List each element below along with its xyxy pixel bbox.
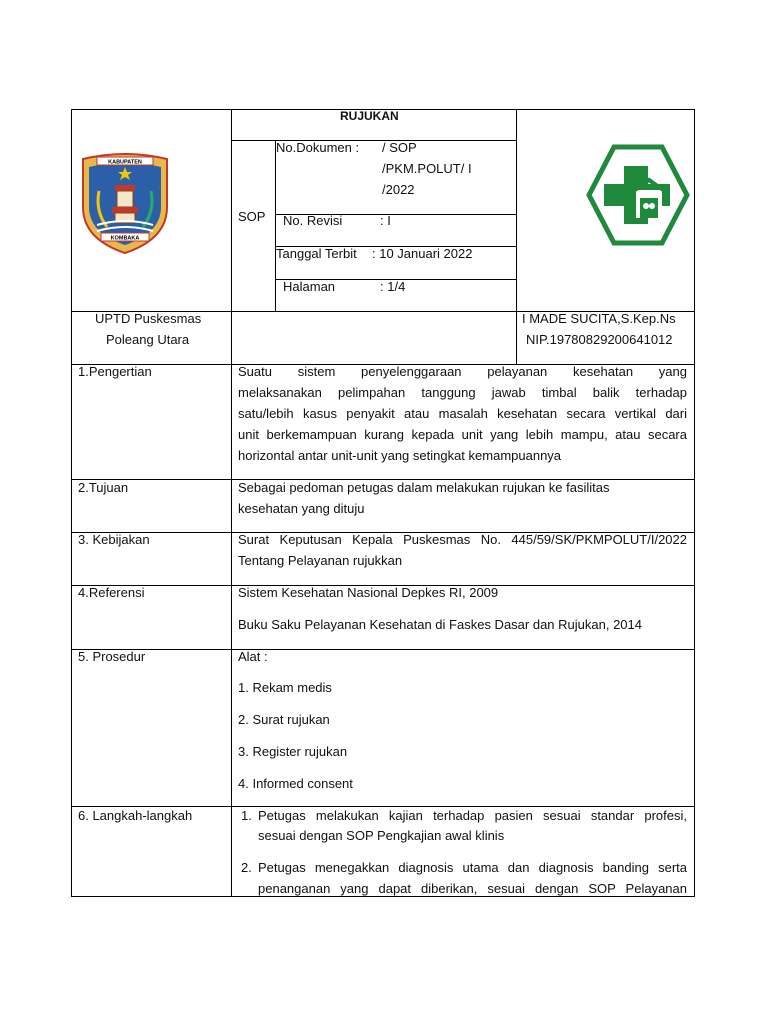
pengertian-line: Suatu sistem penyelenggaraan pelayanan kesehatan yang: [238, 364, 687, 379]
halaman-label: Halaman: [283, 279, 336, 294]
no-dokumen-value: /2022: [382, 182, 415, 197]
unit-name: UPTD Puskesmas: [95, 311, 202, 326]
head-name: I MADE SUCITA,S.Kep.Ns: [522, 311, 676, 326]
referensi-line: Buku Saku Pelayanan Kesehatan di Faskes Dasar dan Rujukan, 2014: [238, 617, 642, 632]
sop-label: SOP: [238, 209, 266, 224]
tanggal-terbit-value: : 10 Januari 2022: [372, 246, 473, 261]
halaman-value: : 1/4: [380, 279, 406, 294]
pengertian-line: unit berkemampuan kurang kepada unit yang lebih mampu, atau secara: [238, 427, 687, 442]
no-dokumen-value: / SOP: [382, 140, 417, 155]
referensi-line: Sistem Kesehatan Nasional Depkes RI, 2009: [238, 585, 499, 600]
prosedur-intro: Alat :: [238, 649, 268, 664]
table-border-right: [694, 109, 695, 897]
pengertian-line: horizontal antar unit-unit yang setingkat kemampuannya: [238, 448, 562, 463]
column-divider: [231, 109, 232, 897]
row-divider: [71, 806, 695, 807]
pengertian-line: melaksanakan pelimpahan tanggung jawab timbal balik terhadap: [238, 385, 687, 400]
document-title: RUJUKAN: [340, 109, 399, 123]
no-dokumen-label: No.Dokumen :: [276, 140, 360, 155]
prosedur-item: 4. Informed consent: [238, 776, 353, 791]
section-label: 3. Kebijakan: [78, 532, 150, 547]
regency-emblem-logo: [77, 151, 173, 258]
langkah-number: 2.: [241, 860, 252, 875]
pengertian-line: satu/lebih kasus penyakit atau masalah kesehatan secara vertikal dari: [238, 406, 687, 421]
prosedur-item: 2. Surat rujukan: [238, 712, 330, 727]
prosedur-item: 1. Rekam medis: [238, 680, 332, 695]
langkah-line: penanganan yang dapat diberikan, sesuai dengan SOP Pelayanan: [258, 881, 687, 896]
prosedur-item: 3. Register rujukan: [238, 744, 348, 759]
puskesmas-cross-icon: [586, 144, 690, 249]
kebijakan-line: Tentang Pelayanan rujukkan: [238, 553, 403, 568]
sop-divider: [275, 140, 276, 312]
section-label: 5. Prosedur: [78, 649, 146, 664]
unit-name: Poleang Utara: [106, 332, 190, 347]
no-dokumen-value: /PKM.POLUT/ I: [382, 161, 472, 176]
tujuan-line: kesehatan yang dituju: [238, 501, 365, 516]
langkah-line: Petugas menegakkan diagnosis utama dan diagnosis banding serta: [258, 860, 687, 875]
section-label: 4.Referensi: [78, 585, 145, 600]
right-column-divider: [516, 109, 517, 365]
section-label: 2.Tujuan: [78, 480, 129, 495]
emblem-bottom-text: KOMBAKA: [110, 235, 140, 242]
section-label: 6. Langkah-langkah: [78, 808, 193, 823]
row-divider: [71, 649, 695, 650]
no-revisi-value: : I: [380, 213, 391, 228]
no-revisi-label: No. Revisi: [283, 213, 343, 228]
title-divider: [231, 140, 517, 141]
head-nip: NIP.19780829200641012: [526, 332, 673, 347]
emblem-top-text: KABUPATEN: [108, 159, 142, 166]
tanggal-terbit-label: Tanggal Terbit: [276, 246, 357, 261]
section-label: 1.Pengertian: [78, 364, 152, 379]
table-border-left: [71, 109, 72, 897]
langkah-line: sesuai dengan SOP Pengkajian awal klinis: [258, 828, 505, 843]
kebijakan-line: Surat Keputusan Kepala Puskesmas No. 445/59/SK/PKMPOLUT/I/2022: [238, 532, 687, 547]
tujuan-line: Sebagai pedoman petugas dalam melakukan rujukan ke fasilitas: [238, 480, 610, 495]
langkah-line: Petugas melakukan kajian terhadap pasien sesuai standar profesi,: [258, 808, 687, 823]
langkah-number: 1.: [241, 808, 252, 823]
